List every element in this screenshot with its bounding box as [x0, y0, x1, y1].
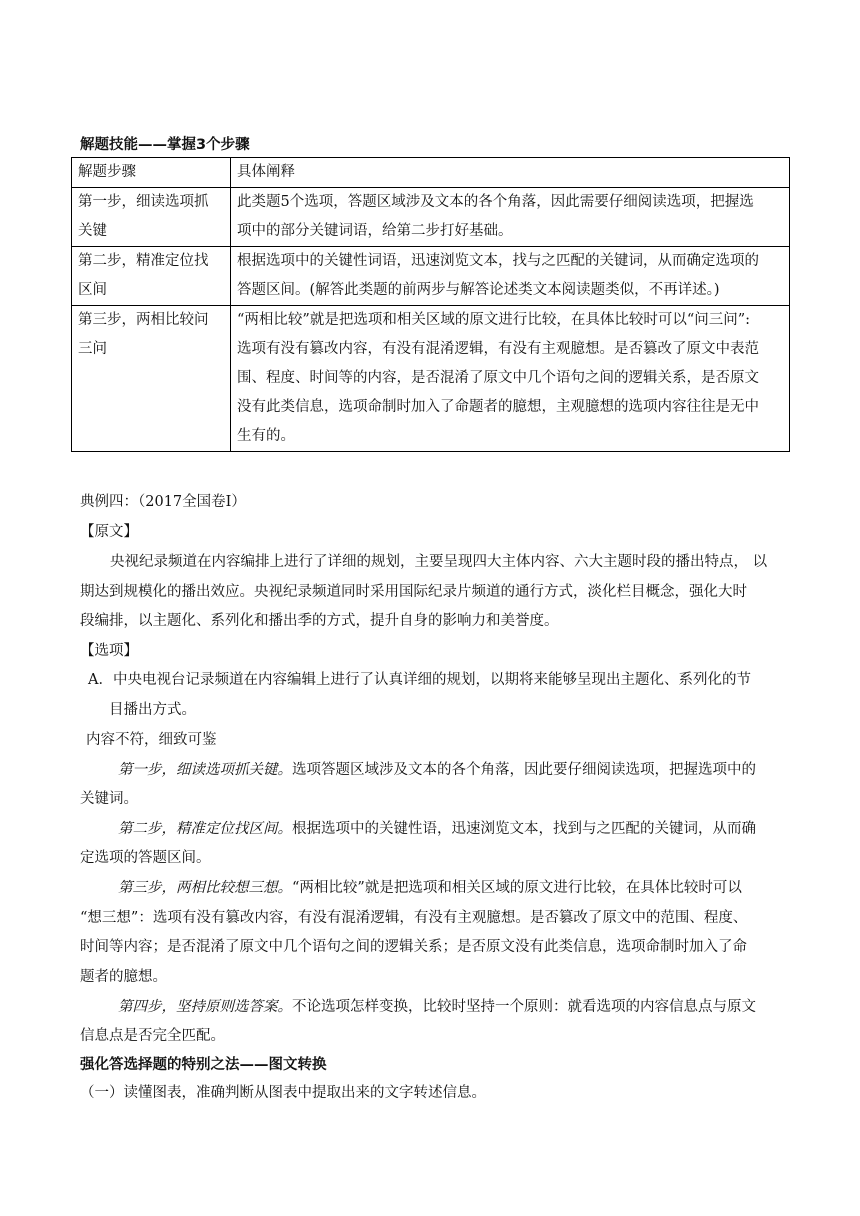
- table-cell-step: 第三步，两相比较问 三问: [72, 306, 231, 452]
- verdict-text: 内容不符，细致可鉴: [86, 732, 217, 748]
- table-header-row: [72, 158, 790, 188]
- table-cell-desc: 此类题5个选项，答题区域涉及文本的各个角落，因此需要仔细阅读选项，把握选 项中的部分关键词语，给第二步打好基础。: [231, 188, 790, 247]
- table-cell-step: 第二步，精准定位找 区间: [72, 247, 231, 306]
- table-row: [72, 306, 790, 452]
- step-line: 关键词。: [80, 791, 138, 807]
- step-title: 第四步，坚持原则选答案。: [118, 999, 292, 1015]
- example-title: 典例四：（2017全国卷Ⅰ）: [80, 494, 246, 510]
- step-title: 第三步，两相比较想三想。: [118, 880, 292, 896]
- step-title: 第一步，细读选项抓关键。: [118, 762, 292, 778]
- table-header-cell: 具体阐释: [231, 158, 790, 188]
- option-a-line: A．中央电视台记录频道在内容编辑上进行了认真详细的规划，以期将来能够呈现出主题化、系列化的节: [88, 672, 751, 688]
- section-heading-figure-text: 强化答选择题的特别之法——图文转换: [80, 1057, 327, 1073]
- step-line: 信息点是否完全匹配。: [80, 1028, 225, 1044]
- step-paragraph: 第三步，两相比较想三想。“两相比较”就是把选项和相关区域的原文进行比较，在具体比较时可以: [118, 880, 742, 896]
- original-text-line: 央视纪录频道在内容编排上进行了详细的规划，主要呈现四大主体内容、六大主题时段的播出特点， 以: [110, 554, 768, 570]
- table-cell-desc: 根据选项中的关键性词语，迅速浏览文本，找与之匹配的关键词，从而确定选项的 答题区间。(解答此类题的前两步与解答论述类文本阅读题类似，不再详述。): [231, 247, 790, 306]
- step-paragraph: 第一步，细读选项抓关键。选项答题区域涉及文本的各个角落，因此要仔细阅读选项，把握选项中的: [118, 762, 756, 778]
- table-header-cell: 解题步骤: [72, 158, 231, 188]
- option-a-line: 目播出方式。: [109, 702, 196, 718]
- table-row: [72, 247, 790, 306]
- step-line: 时间等内容；是否混淆了原文中几个语句之间的逻辑关系；是否原文没有此类信息，选项命制时加入了命: [80, 939, 747, 955]
- step-paragraph: 第二步，精准定位找区间。根据选项中的关键性语，迅速浏览文本，找到与之匹配的关键词，从而确: [118, 821, 756, 837]
- original-label: 【原文】: [80, 524, 138, 540]
- original-text-line: 期达到规模化的播出效应。央视纪录频道同时采用国际纪录片频道的通行方式，淡化栏目概念，强化大时: [80, 584, 747, 600]
- table-cell-step: 第一步，细读选项抓 关键: [72, 188, 231, 247]
- step-title: 第二步，精准定位找区间。: [118, 821, 292, 837]
- original-text-line: 段编排，以主题化、系列化和播出季的方式，提升自身的影响力和美誉度。: [80, 613, 559, 629]
- steps-table: [71, 157, 790, 452]
- section-heading-steps: 解题技能——掌握3个步骤: [80, 137, 250, 153]
- options-label: 【选项】: [80, 643, 138, 659]
- step-line: 题者的臆想。: [80, 969, 167, 985]
- list-item: （一）读懂图表，准确判断从图表中提取出来的文字转述信息。: [80, 1085, 486, 1101]
- step-paragraph: 第四步，坚持原则选答案。不论选项怎样变换，比较时坚持一个原则：就看选项的内容信息点与原文: [118, 999, 756, 1015]
- step-line: 定选项的答题区间。: [80, 850, 211, 866]
- table-cell-desc: “两相比较”就是把选项和相关区域的原文进行比较，在具体比较时可以“问三问”: 选项有没有篡改内容，有没有混淆逻辑，有没有主观臆想。是否篡改了原文中表范 围、程度、时间等的内容，是否混淆了原文中几个语句之间的逻辑关系，是否原文 没有此类信息，选项命制时加入了命题者的臆想，主观臆想的选项内容往往是无中 生有的。: [231, 306, 790, 452]
- step-line: “想三想”：选项有没有篡改内容，有没有混淆逻辑，有没有主观臆想。是否篡改了原文中的范围、程度、: [80, 910, 748, 926]
- table-row: [72, 188, 790, 247]
